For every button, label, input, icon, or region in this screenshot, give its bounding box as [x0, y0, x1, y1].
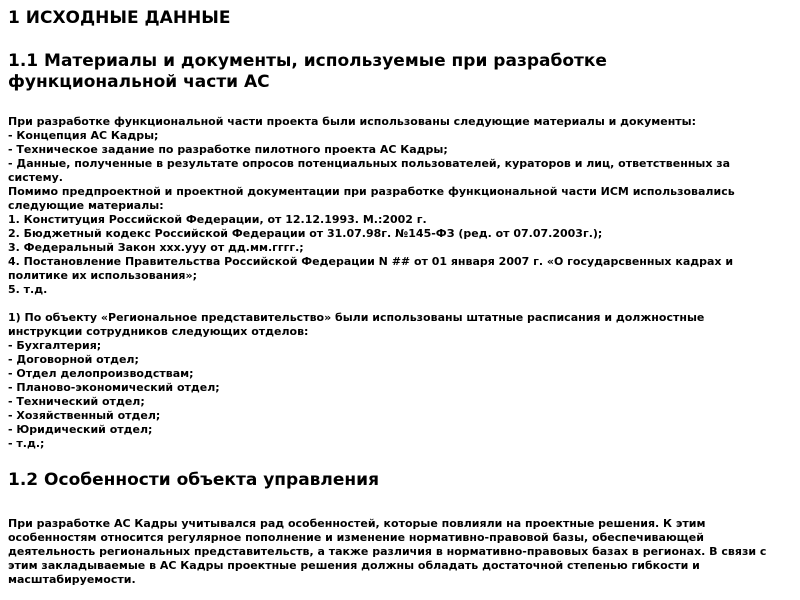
legal-document-item: 1. Конституция Российской Федерации, от 12.12.1993. М.:2002 г. — [8, 213, 427, 226]
department-list-item: - Договорной отдел; — [8, 353, 139, 366]
regional-office-note-paragraph: 1) По объекту «Региональное представительство» были использованы штатные расписания и должностные инструкции сотрудников следующих отделов: — [8, 311, 705, 338]
section-1-1-heading: 1.1 Материалы и документы, используемые при разработке функциональной части АС — [8, 51, 607, 92]
legal-documents-numbered-list — [8, 213, 778, 297]
legal-document-item: 5. т.д. — [8, 283, 48, 296]
legal-document-item: 4. Постановление Правительства Российской Федерации N ## от 01 января 2007 г. «О государсвенных кадрах и политике их использования»; — [8, 255, 734, 282]
department-list-item: - т.д.; — [8, 437, 45, 450]
section-1-2-paragraph: При разработке АС Кадры учитывался рад особенностей, которые повлияли на проектные решения. К этим особенностям относится регулярное пополнение и изменение нормативно-правовой базы, обеспечивающей деятельность региональных представительств, а также различия в нормативно-правовых базах в регионах. В связи с этим закладываемые в АС Кадры проектные решения должны обладать достаточной степенью гибкости и масштабируемости. — [8, 517, 767, 586]
departments-bullet-list — [8, 339, 778, 451]
department-list-item: - Хозяйственный отдел; — [8, 409, 161, 422]
materials-list-item: - Концепция АС Кадры; — [8, 129, 159, 142]
materials-list-item: - Техническое задание по разработке пилотного проекта АС Кадры; — [8, 143, 448, 156]
department-list-item: - Бухгалтерия; — [8, 339, 102, 352]
document-title: 1 ИСХОДНЫЕ ДАННЫЕ — [8, 8, 231, 28]
additional-materials-paragraph: Помимо предпроектной и проектной документации при разработке функциональной части ИСМ использовались следующие материалы: — [8, 185, 735, 212]
materials-bullet-list — [8, 129, 778, 185]
legal-document-item: 2. Бюджетный кодекс Российской Федерации от 31.07.98г. №145-ФЗ (ред. от 07.07.2003г.); — [8, 227, 603, 240]
section-1-2-heading: 1.2 Особенности объекта управления — [8, 470, 379, 490]
materials-list-item: - Данные, полученные в результате опросов потенциальных пользователей, кураторов и лиц, ответственных за систему. — [8, 157, 731, 184]
department-list-item: - Отдел делопроизводствам; — [8, 367, 194, 380]
legal-document-item: 3. Федеральный Закон xxx.yyy от дд.мм.гггг.; — [8, 241, 304, 254]
department-list-item: - Юридический отдел; — [8, 423, 153, 436]
department-list-item: - Технический отдел; — [8, 395, 145, 408]
section-1-1-intro-paragraph: При разработке функциональной части проекта были использованы следующие материалы и документы: — [8, 115, 697, 128]
department-list-item: - Планово-экономический отдел; — [8, 381, 220, 394]
